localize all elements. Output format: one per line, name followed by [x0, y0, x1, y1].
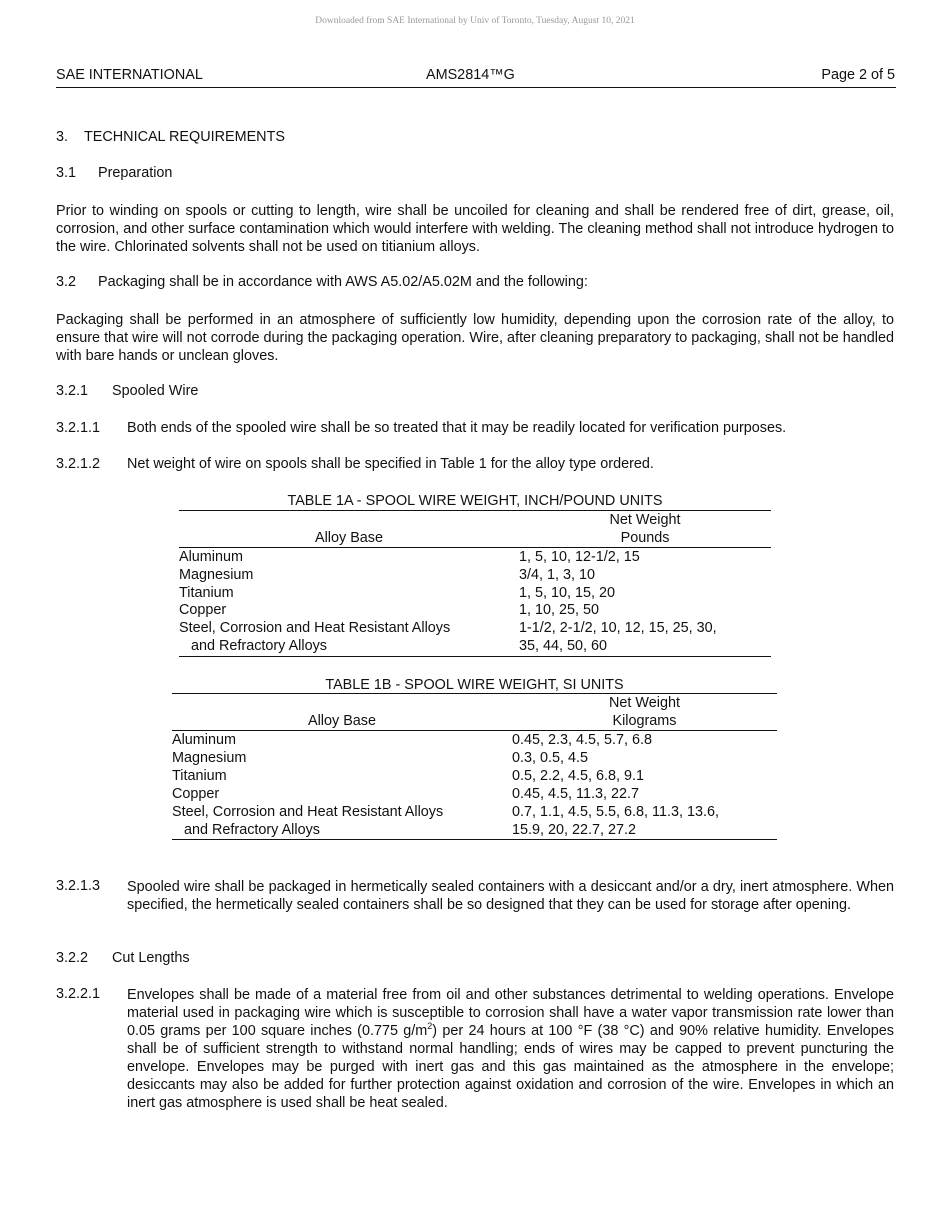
header-doc-id: AMS2814™G [426, 67, 515, 83]
table-1b-header-rule [172, 730, 777, 731]
table-row-alloy: Aluminum [172, 732, 236, 748]
table-row-alloy: Copper [179, 602, 227, 618]
section-3-2-1-1-text: Both ends of the spooled wire shall be so treated that it may be readily located for verification purposes. [127, 420, 787, 436]
section-3-2-2-1-number: 3.2.2.1 [56, 986, 101, 1002]
section-3-title: TECHNICAL REQUIREMENTS [84, 129, 285, 145]
header-page-number: Page 2 of 5 [821, 67, 895, 83]
table-1a-col1-header: Alloy Base [315, 530, 383, 546]
table-row-weight: 1-1/2, 2-1/2, 10, 12, 15, 25, 30, [519, 620, 717, 636]
table-1a-col2-header-line1: Net Weight [609, 512, 681, 528]
section-3-2-number: 3.2 [56, 274, 77, 290]
superscript-2: 2 [427, 1021, 433, 1032]
table-1b-col1-header: Alloy Base [308, 713, 376, 729]
table-1a-bottom-rule [179, 656, 771, 657]
table-row-weight: 0.45, 4.5, 11.3, 22.7 [512, 786, 639, 802]
section-3-1-title: Preparation [98, 165, 173, 181]
table-row-weight: 1, 10, 25, 50 [519, 602, 600, 618]
table-row-alloy: Copper [172, 786, 220, 802]
table-row-weight: 35, 44, 50, 60 [519, 638, 608, 654]
table-row-alloy: and Refractory Alloys [179, 638, 327, 654]
table-row-alloy: and Refractory Alloys [172, 822, 320, 838]
table-1b-col2-header-line1: Net Weight [609, 695, 680, 711]
section-3-2-2-title: Cut Lengths [112, 950, 190, 966]
table-row-alloy: Magnesium [179, 567, 254, 583]
table-row-alloy: Steel, Corrosion and Heat Resistant Alloys [179, 620, 451, 636]
section-3-1-paragraph: Prior to winding on spools or cutting to length, wire shall be uncoiled for cleaning and shall be rendered free of dirt, grease, oil, corrosion, and other surface contamination which would interfere with welding. The cleaning method shall not introduce hydrogen to the wire. Chlorinated solvents shall not be used on titianium alloys. [56, 203, 894, 255]
table-1a-col2-header-line2: Pounds [620, 530, 670, 546]
section-3-2-paragraph: Packaging shall be performed in an atmosphere of sufficiently low humidity, depending upon the corrosion rate of the alloy, to ensure that wire will not corrode during the packaging operation. Wire, after cleaning preparatory to packaging, shall not be handled with bare hands or unclean gloves. [56, 312, 894, 364]
table-row-weight: 1, 5, 10, 12-1/2, 15 [519, 549, 640, 565]
table-row-weight: 0.3, 0.5, 4.5 [512, 750, 589, 766]
table-row-alloy: Aluminum [179, 549, 243, 565]
table-row-alloy: Steel, Corrosion and Heat Resistant Alloys [172, 804, 444, 820]
table-1b-bottom-rule [172, 839, 777, 840]
table-row-weight: 0.45, 2.3, 4.5, 5.7, 6.8 [512, 732, 653, 748]
section-3-1-number: 3.1 [56, 165, 77, 181]
table-1b-col2-header-line2: Kilograms [612, 713, 677, 729]
table-row-weight: 0.5, 2.2, 4.5, 6.8, 9.1 [512, 768, 645, 784]
table-1a-title: TABLE 1A - SPOOL WIRE WEIGHT, INCH/POUND UNITS [287, 493, 663, 509]
table-row-alloy: Titanium [172, 768, 227, 784]
section-3-2-2-1-text [127, 986, 894, 1112]
section-3-2-1-2-number: 3.2.1.2 [56, 456, 101, 472]
section-3-2-1-2-text: Net weight of wire on spools shall be specified in Table 1 for the alloy type ordered. [127, 456, 654, 472]
header-rule [56, 87, 896, 88]
table-1a-header-rule [179, 547, 771, 548]
section-3-number: 3. [56, 129, 69, 145]
section-3-2-1-number: 3.2.1 [56, 383, 89, 399]
header-org: SAE INTERNATIONAL [56, 67, 203, 83]
table-row-weight: 3/4, 1, 3, 10 [519, 567, 596, 583]
section-3-2-2-1-text-a: Envelopes shall be made of a material free from oil and other substances detrimental to welding operations. Envelope material used in packaging wire which is susceptible to corrosion shall have a water vapor transmission rate lower than 0.05 grams per 100 square inches (0.775 g/m [127, 987, 894, 1039]
table-row-weight: 0.7, 1.1, 4.5, 5.5, 6.8, 11.3, 13.6, [512, 804, 719, 820]
table-row-weight: 1, 5, 10, 15, 20 [519, 585, 616, 601]
section-3-2-1-1-number: 3.2.1.1 [56, 420, 101, 436]
section-3-2-2-number: 3.2.2 [56, 950, 89, 966]
download-watermark: Downloaded from SAE International by Univ of Toronto, Tuesday, August 10, 2021 [315, 16, 635, 26]
section-3-2-title: Packaging shall be in accordance with AWS A5.02/A5.02M and the following: [98, 274, 588, 290]
table-row-weight: 15.9, 20, 22.7, 27.2 [512, 822, 637, 838]
table-row-alloy: Magnesium [172, 750, 247, 766]
section-3-2-1-title: Spooled Wire [112, 383, 199, 399]
table-row-alloy: Titanium [179, 585, 234, 601]
table-1b-title: TABLE 1B - SPOOL WIRE WEIGHT, SI UNITS [325, 677, 624, 693]
section-3-2-1-3-text: Spooled wire shall be packaged in hermetically sealed containers with a desiccant and/or a dry, inert atmosphere. When specified, the hermetically sealed containers shall be so designed that they can be used for storage after opening. [127, 879, 894, 913]
section-3-2-1-3-number: 3.2.1.3 [56, 878, 101, 894]
section-3-2-2-1-text-b: ) per 24 hours at 100 °F (38 °C) and 90% relative humidity. Envelopes shall be of sufficient strength to withstand normal handling; ends of wires may be capped to prevent puncturing the envelope. Envelopes may be purged with inert gas and this gas maintained as the atmosphere in the envelope; desiccants may also be added for further protection against oxidation and corrosion of the wire. Envelopes in which an inert gas atmosphere is used shall be heat sealed. [127, 1023, 894, 1111]
